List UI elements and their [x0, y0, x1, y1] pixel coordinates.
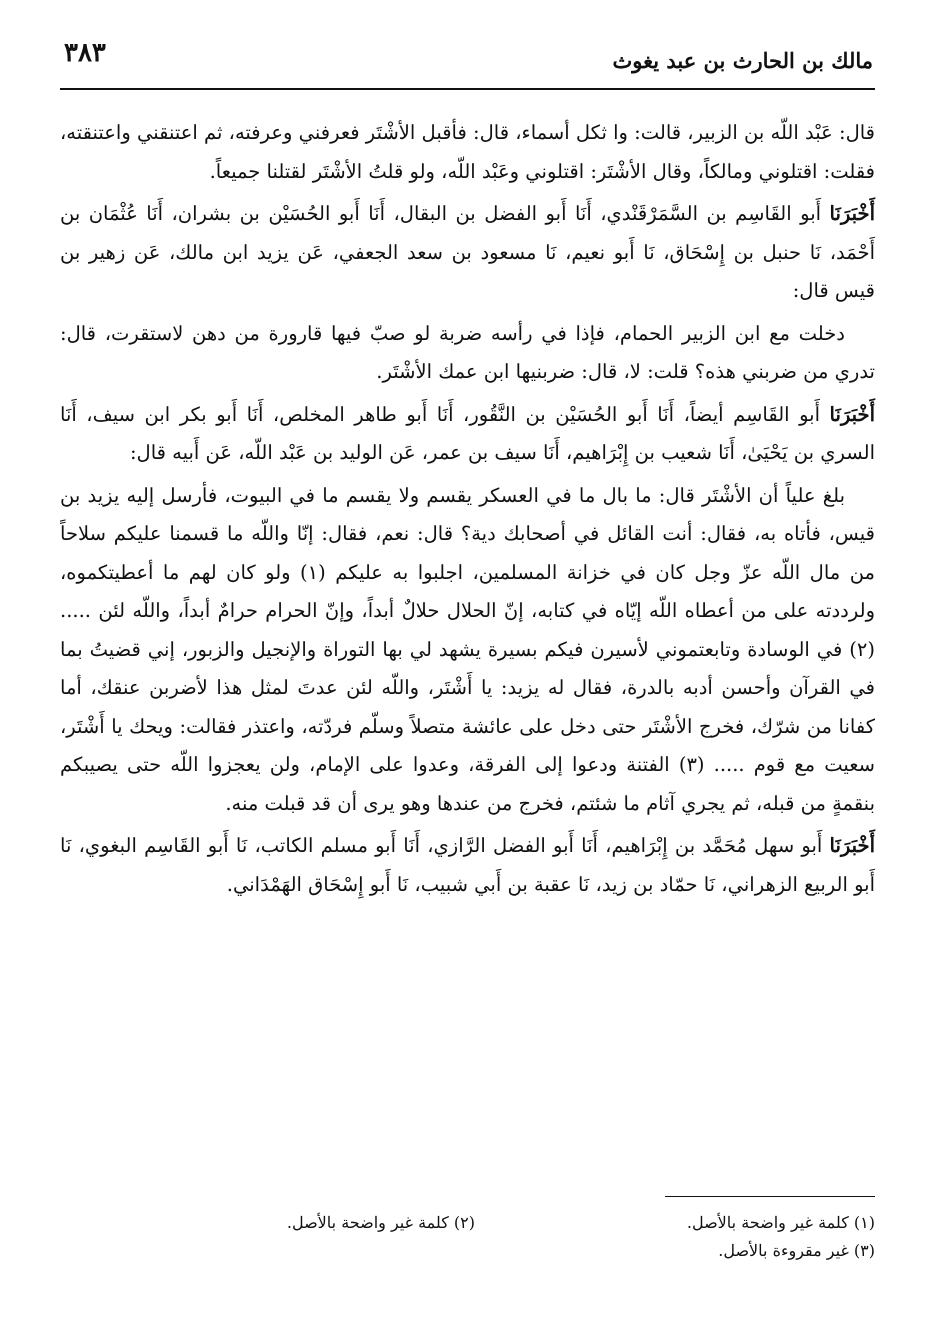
page-number: ٣٨٣ — [64, 38, 106, 68]
paragraph: بلغ علياً أن الأشْتَر قال: ما بال ما في العسكر يقسم ولا يقسم ما في البيوت، فأرسل إليه يزيد بن قيس، فأتاه به، فقال: أنت القائل في أصحابك دية؟ قال: نعم، فقال: إنّا واللّه ما قسمنا عليكم سلاحاً من مال اللّه عزّ وجل كان في خزانة المسلمين، اجلبوا به عليكم (١) ولو كان لهم ما أعطيتكموه، ولرددته على من أعطاه اللّه إيّاه في كتابه، إنّ الحلال حلالٌ أبداً، وإنّ الحرام حرامٌ أبداً، واللّه لئن ..... (٢) في الوسادة وتابعتموني لأسيرن فيكم بسيرة يشهد لي بها التوراة والإنجيل والزبور، إني قضيتُ بما في القرآن وأحسن أدبه بالدرة، فقال له يزيد: يا أَشْتَر، واللّه لئن عدتَ لمثل هذا لأضربن عنقك، أما كفانا من شرّك، فخرج الأشْتَر حتى دخل على عائشة متصلاً وسلّم فردّته، واعتذر فقالت: ويحك يا أَشْتَر، سعيت مع قوم ..... (٣) الفتنة ودعوا إلى الفرقة، وعدوا على الإمام، ولن يعجزوا اللّه حتى يصيبكم بنقمةٍ من قبله، ثم يجري آثام ما شئتم، فخرج من عندها وهو يرى أن قد قبلت منه. — [60, 483, 875, 815]
running-title: مالك بن الحارث بن عبد يغوث — [612, 48, 873, 73]
paragraph-lead: أَخْبَرَنَا — [829, 834, 875, 857]
footnote-3: (٣) غير مقروءة بالأصل. — [718, 1241, 875, 1260]
paragraph: قال: عَبْد اللّه بن الزبير، قالت: وا ثكل أسماء، قال: فأقبل الأشْتَر فعرفني وعرفته، ثم اعتنقني واعتنقته، فقلت: اقتلوني ومالكاً، وقال الأشْتَر: اقتلوني وعَبْد اللّه، ولو قلتُ الأشْتَر لقتلنا جميعاً. — [60, 121, 875, 183]
footnote-2: (٢) كلمة غير واضحة بالأصل. — [286, 1213, 475, 1232]
paragraph: أَخْبَرَنَا أَبو القَاسِم بن السَّمَرْقَنْدي، أَنَا أَبو الفضل بن البقال، أَنَا أَبو الحُسَيْن بن بشران، أَنَا عُثْمَان بن أَحْمَد، نَا حنبل بن إِسْحَاق، نَا أَبو نعيم، نَا مسعود بن سعد الجعفي، عَن يزيد ابن مالك، عَن زهير بن قيس قال: — [60, 202, 875, 302]
footnote-row — [60, 1237, 875, 1265]
paragraph: دخلت مع ابن الزبير الحمام، فإذا في رأسه ضربة لو صبّ فيها قارورة من دهن لاستقرت، قال: تدري من ضربني هذه؟ قلت: لا، قال: ضربنيها ابن عمك الأشْتَر. — [60, 321, 875, 383]
book-page — [60, 30, 875, 1310]
paragraph: أَخْبَرَنَا أَبو القَاسِم أيضاً، أَنَا أَبو الحُسَيْن بن النَّقُور، أَنَا أَبو طاهر المخلص، أَنَا أَبو بكر ابن سيف، أَنَا السري بن يَحْيَىٰ، أَنَا شعيب بن إِبْرَاهيم، أَنَا سيف بن عمر، عَن الوليد بن عَبْد اللّه، عَن أَبيه قال: — [60, 402, 875, 464]
footnote-row — [60, 1209, 875, 1237]
paragraph: أَخْبَرَنَا أَبو سهل مُحَمَّد بن إِبْرَاهيم، أَنَا أَبو الفضل الرَّازي، أَنَا أَبو مسلم الكاتب، نَا أَبو القَاسِم البغوي، نَا أَبو الربيع الزهراني، نَا حمّاد بن زيد، نَا عقبة بن أَبي شبيب، نَا أَبو إِسْحَاق الهَمْدَاني. — [60, 834, 875, 896]
paragraph-lead: أَخْبَرَنَا — [829, 202, 875, 225]
footnotes — [60, 1196, 875, 1265]
paragraph-lead: أَخْبَرَنَا — [829, 402, 875, 426]
body-text — [60, 114, 875, 908]
footnote-divider — [665, 1196, 875, 1197]
footnote-1: (١) كلمة غير واضحة بالأصل. — [686, 1213, 875, 1232]
page-header — [60, 36, 875, 90]
